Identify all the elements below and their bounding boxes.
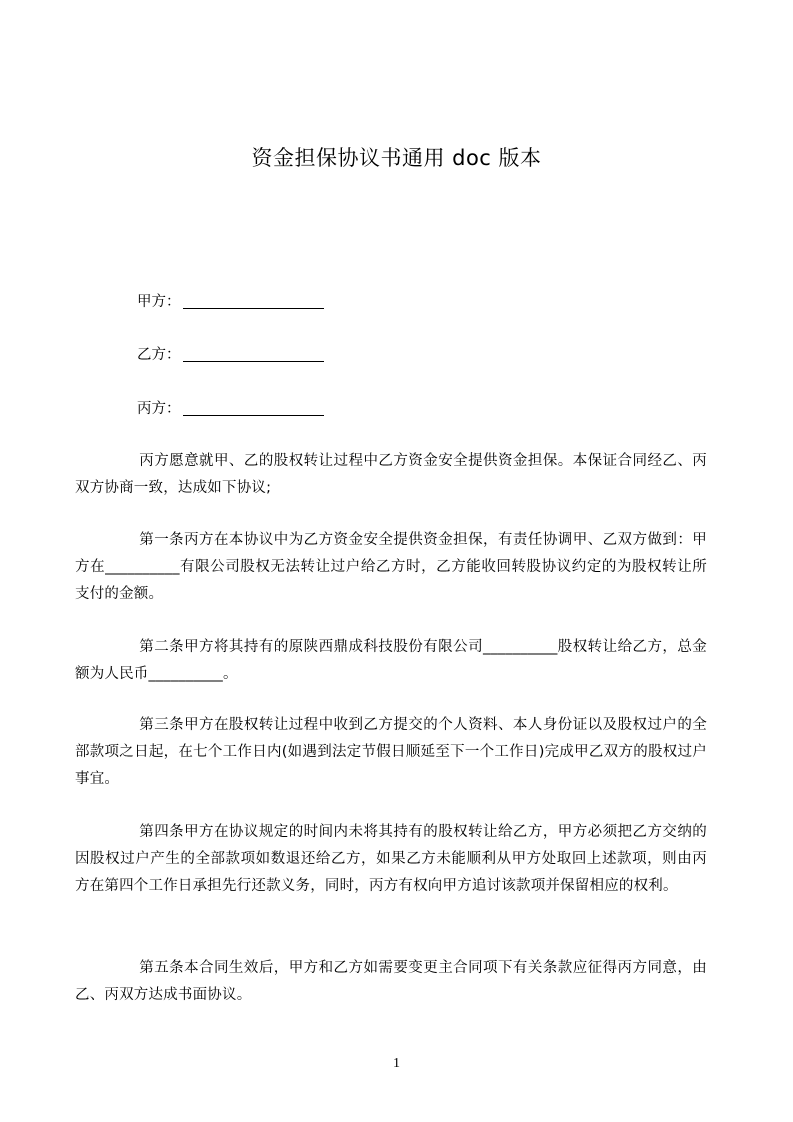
article-2-part-b: 股权转让给乙方，总金额为人民币 (75, 639, 707, 682)
intro-text: 丙方愿意就甲、乙的股权转让过程中乙方资金安全提供资金担保。本保证合同经乙、丙双方协商一致，达成如下协议; (75, 453, 707, 496)
article-1-part-b: 有限公司股权无法转让过户给乙方时，乙方能收回转股协议约定的为股权转让所支付的金额。 (75, 559, 707, 602)
party-b-blank (183, 345, 324, 362)
article-2-blank-1: __________ (483, 639, 558, 655)
article-3-text: 第三条甲方在股权转让过程中收到乙方提交的个人资料、本人身份证以及股权过户的全部款项之日起，在七个工作日内(如遇到法定节假日顺延至下一个工作日)完成甲乙双方的股权过户事宜。 (75, 717, 707, 787)
article-2-blank-2: __________ (148, 666, 223, 682)
article-5-text: 第五条本合同生效后，甲方和乙方如需要变更主合同项下有关条款应征得丙方同意，由乙、丙双方达成书面协议。 (75, 960, 707, 1003)
article-1-blank: __________ (105, 559, 180, 575)
party-a-line (137, 292, 324, 312)
document-title: 资金担保协议书通用 doc 版本 (251, 146, 542, 170)
party-c-blank (183, 399, 324, 416)
party-c-label: 丙方： (137, 401, 181, 417)
party-b-line (137, 345, 324, 365)
article-2-part-a: 第二条甲方将其持有的原陕西鼎成科技股份有限公司 (139, 639, 484, 655)
article-1-part-a: 第一条丙方在本协议中为乙方资金安全提供资金担保，有责任协调甲、乙双方做到：甲方在 (75, 532, 707, 575)
party-b-label: 乙方： (137, 347, 181, 363)
article-5 (75, 955, 707, 1009)
article-4-text: 第四条甲方在协议规定的时间内未将其持有的股权转让给乙方，甲方必须把乙方交纳的因股权过户产生的全部款项如数退还给乙方，如果乙方未能顺利从甲方处取回上述款项，则由丙方在第四个工作日承担先行还款义务，同时，丙方有权向甲方追讨该款项并保留相应的权利。 (75, 824, 707, 894)
article-2-part-c: 。 (223, 666, 238, 682)
party-a-label: 甲方： (137, 294, 181, 310)
page-number: 1 (393, 1056, 400, 1071)
article-4 (75, 819, 707, 900)
article-2 (75, 634, 707, 688)
party-a-blank (183, 292, 324, 309)
party-c-line (137, 399, 324, 419)
article-3 (75, 712, 707, 793)
intro-paragraph (75, 448, 707, 502)
article-1 (75, 527, 707, 608)
